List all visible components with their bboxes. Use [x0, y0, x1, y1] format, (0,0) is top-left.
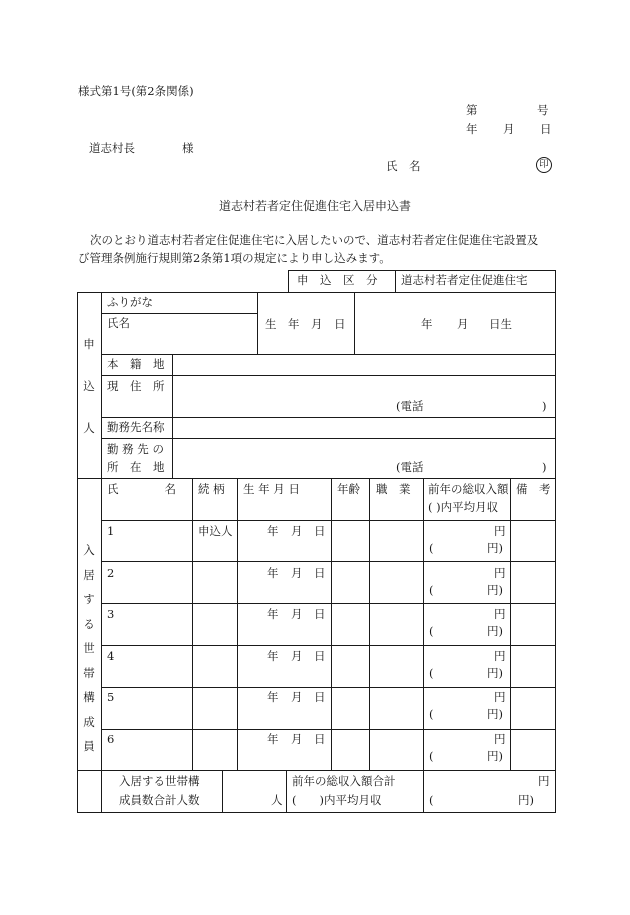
household-group-label-7: 構	[83, 690, 95, 704]
row-number: 4	[107, 649, 115, 663]
total-count-label-2: 成員数合計人数	[119, 793, 200, 807]
workplace-phone-close: )	[542, 460, 547, 474]
household-group-label-5: 世	[83, 641, 95, 655]
name-label: 氏名	[107, 316, 130, 330]
row-income-yen: 円	[494, 607, 506, 621]
birthdate-month: 月	[457, 317, 469, 331]
total-average-yen: 円)	[518, 793, 534, 807]
workplace-address-label-2: 所 在 地	[107, 460, 165, 474]
page-title: 道志村若者定住促進住宅入居申込書	[219, 199, 412, 213]
date-month: 月	[503, 122, 515, 136]
col-header-birth: 生 年 月 日	[243, 482, 300, 496]
household-group-label-1: 入	[83, 543, 95, 557]
household-group-label-4: る	[83, 617, 95, 631]
row-birth-day: 日	[314, 732, 326, 746]
total-average-open: (	[429, 793, 434, 807]
row-number: 2	[107, 566, 115, 580]
address-phone-open: (電話	[396, 399, 424, 413]
row-average-open: (	[429, 707, 434, 721]
row-birth-day: 日	[314, 524, 326, 538]
application-type-value: 道志村若者定住促進住宅	[401, 273, 528, 287]
row-birth-day: 日	[314, 649, 326, 663]
address-label: 現 住 所	[107, 379, 165, 393]
birthdate-year: 年	[421, 317, 433, 331]
household-group-label-6: 帯	[83, 666, 95, 680]
address-phone-close: )	[542, 399, 547, 413]
row-income-yen: 円	[494, 566, 506, 580]
date-year: 年	[466, 122, 478, 136]
row-birth-year: 年	[267, 607, 279, 621]
col-header-income-2: ( )内平均月収	[428, 500, 499, 514]
row-birth-day: 日	[314, 690, 326, 704]
intro-line-2: び管理条例施行規則第2条第1項の規定により申し込みます。	[78, 251, 391, 265]
row-average-yen: 円)	[487, 666, 503, 680]
row-income-yen: 円	[494, 690, 506, 704]
intro-line-1: 次のとおり道志村若者定住促進住宅に入居したいので、道志村若者定住促進住宅設置及	[90, 233, 539, 247]
row-birth-year: 年	[267, 690, 279, 704]
row-average-open: (	[429, 624, 434, 638]
row-birth-year: 年	[267, 524, 279, 538]
row-birth-year: 年	[267, 732, 279, 746]
col-header-age: 年齢	[337, 482, 360, 496]
birthdate-day: 日生	[489, 317, 512, 331]
row-income-yen: 円	[494, 524, 506, 538]
recipient-honorific: 様	[182, 141, 194, 155]
row-number: 3	[107, 607, 115, 621]
row-income-yen: 円	[494, 732, 506, 746]
row-average-yen: 円)	[487, 583, 503, 597]
honseki-label: 本 籍 地	[107, 357, 165, 371]
row-average-open: (	[429, 749, 434, 763]
col-header-name: 氏 名	[107, 482, 176, 496]
col-header-note: 備 考	[516, 482, 551, 496]
total-income-label-2: ( )内平均月収	[292, 793, 382, 807]
row-birth-day: 日	[314, 607, 326, 621]
total-income-yen: 円	[538, 774, 550, 788]
date-day: 日	[540, 122, 552, 136]
household-group-label-3: す	[83, 592, 95, 606]
row-average-open: (	[429, 583, 434, 597]
col-header-job: 職 業	[376, 482, 411, 496]
issue-number-go: 号	[537, 103, 549, 117]
row-birth-month: 月	[291, 690, 303, 704]
row-number: 5	[107, 690, 115, 704]
row-average-yen: 円)	[487, 624, 503, 638]
col-header-income-1: 前年の総収入額	[428, 482, 509, 496]
row-relation: 申込人	[198, 524, 233, 538]
row-birth-year: 年	[267, 566, 279, 580]
furigana-label: ふりがな	[107, 295, 153, 309]
household-group-label-2: 居	[83, 568, 95, 582]
workplace-name-label: 勤務先名称	[107, 420, 165, 434]
row-birth-day: 日	[314, 566, 326, 580]
row-number: 1	[107, 524, 115, 538]
row-average-open: (	[429, 541, 434, 555]
row-birth-month: 月	[291, 607, 303, 621]
applicant-name-label: 氏 名	[386, 159, 421, 173]
row-average-yen: 円)	[487, 707, 503, 721]
col-header-relation: 続 柄	[198, 482, 225, 496]
workplace-phone-open: (電話	[396, 460, 424, 474]
row-income-yen: 円	[494, 649, 506, 663]
row-average-open: (	[429, 666, 434, 680]
applicant-group-label-1: 申	[83, 337, 95, 351]
row-birth-year: 年	[267, 649, 279, 663]
applicant-group-label-2: 込	[83, 379, 95, 393]
row-number: 6	[107, 732, 115, 746]
row-birth-month: 月	[291, 649, 303, 663]
total-income-label-1: 前年の総収入額合計	[292, 774, 396, 788]
birthdate-label: 生 年 月 日	[265, 317, 346, 331]
total-count-label-1: 入居する世帯構	[119, 774, 200, 788]
row-birth-month: 月	[291, 524, 303, 538]
household-group-label-9: 員	[83, 739, 95, 753]
row-average-yen: 円)	[487, 541, 503, 555]
household-group-label-8: 成	[83, 715, 95, 729]
workplace-address-label-1: 勤 務 先 の	[107, 442, 164, 456]
seal-mark: 印	[536, 157, 552, 173]
issue-number-dai: 第	[466, 103, 478, 117]
total-count-unit: 人	[271, 793, 283, 807]
application-type-label: 申 込 区 分	[297, 273, 378, 287]
applicant-group-label-3: 人	[83, 421, 95, 435]
row-birth-month: 月	[291, 566, 303, 580]
recipient: 道志村長	[89, 141, 135, 155]
form-number: 様式第1号(第2条関係)	[78, 84, 194, 98]
row-average-yen: 円)	[487, 749, 503, 763]
row-birth-month: 月	[291, 732, 303, 746]
